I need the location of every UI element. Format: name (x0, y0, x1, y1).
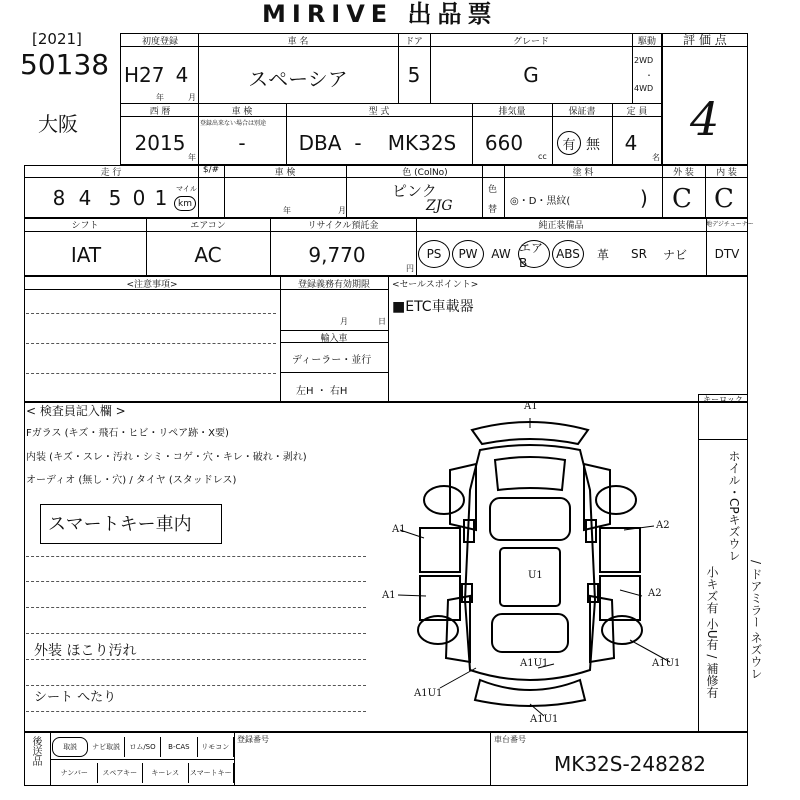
mileage-digit-5: 1 (154, 186, 168, 210)
label-first-reg: 初度登録 (141, 37, 178, 47)
ext-grade: C (672, 184, 692, 214)
grade: G (523, 63, 539, 87)
label-gae: 替 (488, 205, 498, 215)
reg-note: 登録出来ない場合は別途 (200, 120, 267, 127)
option-5: ABS (552, 240, 584, 268)
warranty-yes: 有 (557, 131, 581, 155)
option-7: SR (631, 247, 647, 261)
location: 大阪 (38, 112, 78, 136)
label-color: 色 (ColNo) (402, 168, 448, 178)
smart-key-note: スマートキー車内 (48, 514, 192, 535)
label-drive: 駆動 (637, 37, 656, 47)
damage-mark-rear-left: A1U1 (414, 688, 443, 699)
drive-4wd: 4WD (634, 84, 654, 93)
label-notes: <注意事項> (126, 280, 178, 290)
option-4: エアB (518, 240, 550, 268)
label-capacity: 定 員 (626, 107, 648, 117)
label-inspection: 車 検 (231, 107, 253, 117)
drive-2wd: 2WD (634, 56, 654, 65)
back-item: リモコン (198, 737, 234, 757)
year-tag: [2021] (32, 30, 82, 48)
inspection-value: - (238, 131, 246, 155)
warranty-no: 無 (586, 137, 600, 153)
back-item: スマートキー (189, 763, 235, 783)
paint-options: ◎・D・黒紋( (510, 196, 571, 207)
damage-mark-rear-bumper: A1U1 (530, 714, 559, 725)
mileage-digit-1: 8 (52, 186, 66, 210)
displacement: 660 (484, 131, 524, 155)
car-name: スペーシア (248, 67, 348, 91)
label-ext: 外 装 (673, 168, 694, 178)
color-code: ZJG (426, 198, 453, 214)
vertical-note-1: ホイル・CPキズウレ (727, 450, 741, 562)
option-6: 革 (596, 247, 609, 262)
label-rating: 評 価 点 (683, 33, 727, 47)
damage-mark-rear-right: A1U1 (652, 658, 681, 669)
damage-mark-left-rear: A1 (382, 590, 396, 601)
back-item: ナンバー (52, 763, 98, 783)
mileage-digit-2: 4 (78, 186, 92, 210)
option-1: PS (418, 240, 450, 268)
label-shift: シフト (71, 221, 99, 231)
label-grade: グレード (512, 37, 549, 47)
car-diagram (380, 400, 700, 730)
hand-note-1: 外装 ほこり汚れ (34, 643, 137, 659)
label-paint: 塗 料 (572, 168, 594, 178)
damage-mark-right-front: A2 (656, 520, 670, 531)
label-mileage: 走 行 (100, 168, 122, 178)
damage-mark-left-front: A1 (392, 524, 406, 535)
label-reg-number: 登録番号 (237, 735, 269, 744)
back-items-row2 (52, 763, 234, 783)
label-car-name: 車 名 (287, 37, 309, 47)
damage-mark-front: A1 (524, 401, 538, 412)
label-iro: 色 (488, 185, 498, 195)
model-year: 2015 (134, 131, 186, 155)
label-reg-expiry: 登録義務有効期限 (297, 280, 370, 290)
label-chassis: 車台番号 (494, 735, 526, 744)
label-import: 輸入車 (320, 334, 348, 344)
capacity: 4 (624, 131, 638, 155)
mileage-digit-3: 5 (108, 186, 122, 210)
ac-value: AC (194, 243, 222, 267)
back-item: 取説 (52, 737, 88, 757)
options-list (416, 232, 748, 276)
label-nav-tuner: 地デジチューナー (706, 221, 754, 228)
damage-mark-roof: U1 (528, 570, 543, 581)
vertical-note-3: 小キズ有 小U有 / 補修有 (705, 566, 719, 699)
back-items-row1 (52, 737, 234, 757)
lot-number: 50138 (20, 48, 110, 81)
label-model: 型 式 (368, 107, 390, 117)
color-name: ピンク (392, 182, 437, 200)
inspector-line-2: 内装 (キズ・スレ・汚れ・シミ・コゲ・穴・キレ・破れ・剥れ) (26, 452, 307, 463)
model-dash: - (354, 131, 362, 155)
import-side: ディーラー・並行 (292, 355, 372, 366)
label-back-items: 後送品 (30, 736, 41, 766)
label-warranty: 保証書 (568, 107, 596, 117)
model-prefix: DBA (298, 131, 342, 155)
first-reg-era: H27 (124, 63, 165, 87)
first-reg-month: 4 (175, 63, 189, 87)
option-2: PW (452, 240, 484, 268)
label-sticker: $/# (202, 165, 220, 175)
option-8: ナビ (662, 247, 687, 262)
label-inspector: < 検査員記入欄 > (26, 404, 126, 418)
label-doors: ドア (405, 37, 423, 47)
back-item: キーレス (143, 763, 189, 783)
damage-mark-right-rear: A2 (648, 588, 662, 599)
doors: 5 (407, 63, 421, 87)
label-vehicle: 車 検 (274, 168, 296, 178)
back-item: ロム/SO (125, 737, 161, 757)
model-code: MK32S (387, 131, 457, 155)
unit-km: km (174, 196, 196, 211)
option-9: DTV (714, 247, 740, 261)
label-western-year: 西 暦 (149, 107, 171, 117)
label-ac: エアコン (190, 221, 226, 231)
recycle-value: 9,770 (308, 243, 366, 267)
hand-note-2: シート へたり (34, 690, 117, 705)
vertical-note-2: / ドアミラー ネズウレ (749, 560, 763, 680)
back-item: B-CAS (161, 737, 197, 757)
option-3: AW (491, 247, 511, 261)
unit-mile: マイル (176, 185, 197, 193)
int-grade: C (714, 184, 734, 214)
label-int: 内 装 (716, 168, 737, 178)
inspector-line-3: オーディオ (無し・穴) / タイヤ (スタッドレス) (26, 475, 237, 486)
paint-close: ) (640, 186, 648, 210)
mileage-digit-4: 0 (132, 186, 146, 210)
back-item: スペアキー (98, 763, 144, 783)
damage-mark-rear-center: A1U1 (520, 658, 549, 669)
back-item: ナビ取説 (88, 737, 124, 757)
label-sales-point: <セールスポイント> (392, 280, 479, 290)
label-options: 純正装備品 (538, 221, 584, 231)
label-displacement: 排気量 (498, 107, 526, 117)
label-recycle: リサイクル預託金 (307, 221, 379, 231)
chassis-number: MK32S-248282 (553, 752, 707, 776)
rating-score: 4 (690, 92, 720, 146)
form-title: MIRIVE 出品票 (262, 0, 498, 28)
label-keylock: キーロック (703, 395, 743, 404)
shift-value: IAT (70, 243, 102, 267)
inspector-line-1: Fガラス (キズ・飛石・ヒビ・リペア跡・X要) (26, 428, 229, 439)
import-hand: 左H ・ 右H (296, 386, 348, 397)
sales-point-text: ■ETC車載器 (392, 299, 474, 315)
